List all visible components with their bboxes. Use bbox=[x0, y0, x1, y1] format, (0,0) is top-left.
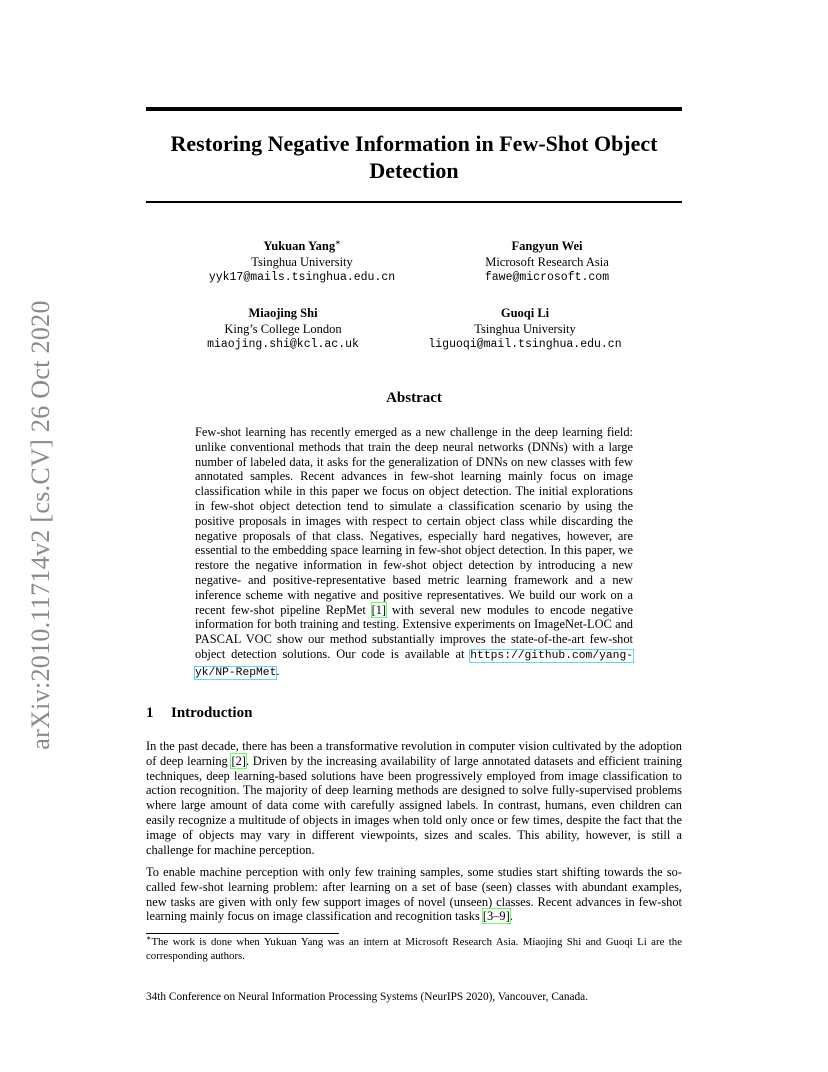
author-email: fawe@microsoft.com bbox=[484, 271, 610, 284]
paper-title: Restoring Negative Information in Few-Shot Object Detection bbox=[170, 131, 658, 183]
author-affiliation: King’s College London bbox=[224, 321, 342, 336]
section-number: 1 bbox=[146, 705, 154, 721]
footnote-mark: ∗ bbox=[335, 237, 341, 247]
arxiv-stamp-text: arXiv:2010.11714v2 [cs.CV] 26 Oct 2020 bbox=[25, 300, 55, 750]
footnote-text: The work is done when Yukuan Yang was an intern at Microsoft Research Asia. Miaojing Shi and Guoqi Li are the corresponding authors. bbox=[146, 936, 682, 962]
citation-link[interactable]: [1] bbox=[371, 602, 387, 617]
author-affiliation: Tsinghua University bbox=[251, 254, 353, 269]
author-name: Yukuan Yang∗ bbox=[263, 237, 341, 253]
intro-paragraph: To enable machine perception with only few training samples, some studies start shifting towards the so-called few-shot learning problem: after learning on a set of base (seen) classes with abundant examples, new tasks are given with only few support images of novel (unseen) classes. Recent advances in few-shot learning mainly focus on image classification and recognition tasks [3–9]. bbox=[146, 865, 682, 924]
title-bottom-rule bbox=[146, 201, 682, 203]
footnote bbox=[146, 933, 682, 963]
author-affiliation: Tsinghua University bbox=[474, 321, 576, 336]
author-email: yyk17@mails.tsinghua.edu.cn bbox=[208, 271, 396, 284]
citation-link[interactable]: [3–9] bbox=[482, 909, 510, 924]
title-top-rule bbox=[146, 107, 682, 111]
author-block bbox=[397, 239, 697, 286]
footnote-rule bbox=[146, 933, 339, 934]
author-email: miaojing.shi@kcl.ac.uk bbox=[207, 338, 359, 351]
abstract-heading: Abstract bbox=[386, 390, 442, 406]
intro-paragraph: In the past decade, there has been a transformative revolution in computer vision cultivated by the adoption of deep learning [2]. Driven by the increasing availability of large annotated datasets and efficient training techniques, deep learning-based solutions have been progressively employed from image classification to action recognition. The majority of deep learning methods are designed to solve fully-supervised problems where large amount of data come with carefully assigned labels. In contrast, humans, even children can easily recognize a multitude of objects in images when told only once or few times, despite the fact that the image of objects may vary in different viewpoints, sizes and scales. This ability, however, is still a challenge for machine perception. bbox=[146, 739, 683, 857]
section-title: Introduction bbox=[171, 705, 253, 721]
section-heading bbox=[146, 705, 682, 722]
conference-note: 34th Conference on Neural Information Processing Systems (NeurIPS 2020), Vancouver, Canada. bbox=[146, 991, 589, 1003]
author-affiliation: Microsoft Research Asia bbox=[485, 254, 609, 269]
arxiv-stamp bbox=[18, 290, 63, 760]
author-name: Fangyun Wei bbox=[511, 239, 583, 253]
author-block bbox=[375, 306, 675, 353]
abstract-body: Few-shot learning has recently emerged as a new challenge in the deep learning field: unlike conventional methods that train the deep neural networks (DNNs) with a large number of labeled data, it asks for the generalization of DNNs on new classes with few annotated samples. Recent advances in few-shot learning mainly focus on image classification while in this paper we focus on object detection. The initial explorations in few-shot object detection tend to simulate a classification scenario by using the positive proposals in images with respect to certain object class while discarding the negative proposals of that class. Negatives, especially hard negatives, however, are essential to the embedding space learning in few-shot object detection. In this paper, we restore the negative information in few-shot object detection by introducing a new negative- and positive-representative based metric learning framework and a new inference scheme with negative and positive representatives. We build our work on a recent few-shot pipeline RepMet [1] with several new modules to encode negative information for both training and testing. Extensive experiments on ImageNet-LOC and PASCAL VOC show our method substantially improves the state-of-the-art few-shot object detection solutions. Our code is available at https://github.com/yang-yk/NP-RepMet. bbox=[195, 425, 634, 679]
author-email: liguoqi@mail.tsinghua.edu.cn bbox=[428, 338, 622, 351]
author-name: Guoqi Li bbox=[500, 306, 550, 320]
footnote-mark: ∗ bbox=[146, 933, 152, 943]
code-url-link[interactable]: https://github.com/yang-yk/NP-RepMet bbox=[195, 649, 633, 679]
citation-link[interactable]: [2] bbox=[231, 753, 246, 768]
author-name: Miaojing Shi bbox=[248, 306, 318, 320]
